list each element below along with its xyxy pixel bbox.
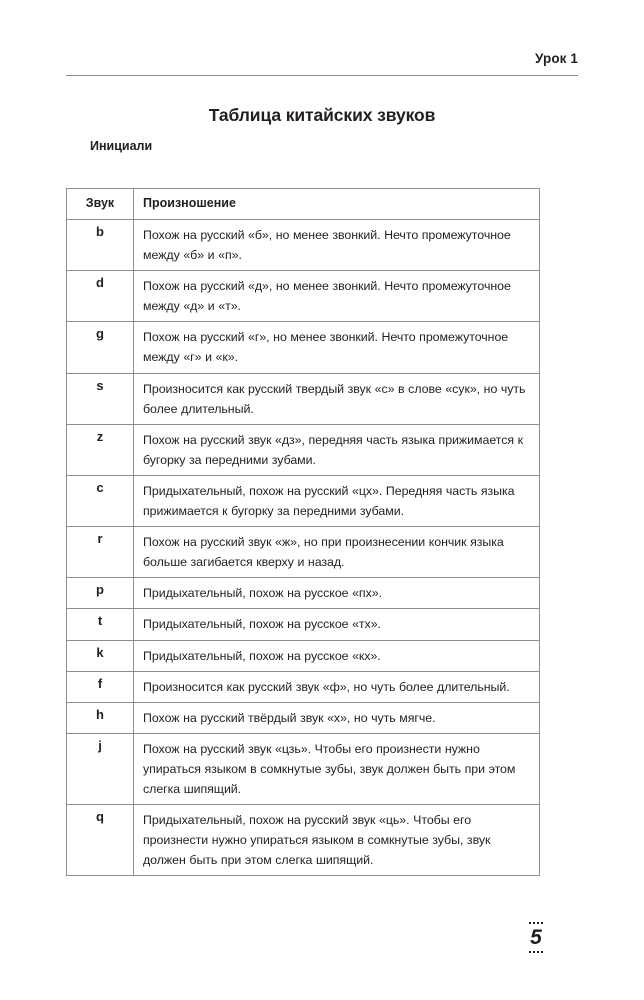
table-row <box>67 220 540 271</box>
table-row <box>67 578 540 609</box>
cell-sound: h <box>67 702 134 733</box>
cell-sound: k <box>67 640 134 671</box>
table-row <box>67 733 540 804</box>
cell-pronunciation: Придыхательный, похож на русский звук «ць». Чтобы его произнести нужно упираться языком в сомкнутые зубы, звук должен быть при этом слегка шипящий. <box>134 805 540 876</box>
page-number: 5 <box>530 926 542 949</box>
cell-sound: s <box>67 373 134 424</box>
folio-rule-bottom-icon <box>529 951 544 953</box>
table-head <box>67 189 540 220</box>
table-row <box>67 702 540 733</box>
table-row <box>67 671 540 702</box>
cell-sound: z <box>67 424 134 475</box>
cell-pronunciation: Похож на русский «д», но менее звонкий. Нечто промежуточное между «д» и «т». <box>134 271 540 322</box>
cell-sound: q <box>67 805 134 876</box>
cell-sound: g <box>67 322 134 373</box>
table-row <box>67 475 540 526</box>
cell-pronunciation: Придыхательный, похож на русский «цх». Передняя часть языка прижимается к бугорку за передними зубами. <box>134 475 540 526</box>
table-row <box>67 271 540 322</box>
cell-sound: t <box>67 609 134 640</box>
cell-pronunciation: Произносится как русский твердый звук «с» в слове «сук», но чуть более длительный. <box>134 373 540 424</box>
cell-pronunciation: Похож на русский звук «цзь». Чтобы его произнести нужно упираться языком в сомкнутые зубы, звук должен быть при этом слегка шипящий. <box>134 733 540 804</box>
cell-pronunciation: Похож на русский «б», но менее звонкий. Нечто промежуточное между «б» и «п». <box>134 220 540 271</box>
cell-pronunciation: Похож на русский звук «дз», передняя часть языка прижимается к бугорку за передними зубами. <box>134 424 540 475</box>
cell-pronunciation: Произносится как русский звук «ф», но чуть более длительный. <box>134 671 540 702</box>
sounds-table <box>66 188 540 876</box>
column-header-sound: Звук <box>67 189 134 220</box>
cell-sound: f <box>67 671 134 702</box>
cell-sound: p <box>67 578 134 609</box>
page-title: Таблица китайских звуков <box>208 104 436 125</box>
cell-pronunciation: Похож на русский твёрдый звук «х», но чуть мягче. <box>134 702 540 733</box>
table-row <box>67 640 540 671</box>
cell-pronunciation: Похож на русский «г», но менее звонкий. Нечто промежуточное между «г» и «к». <box>134 322 540 373</box>
table-row <box>67 322 540 373</box>
table-row <box>67 805 540 876</box>
cell-sound: b <box>67 220 134 271</box>
cell-pronunciation: Придыхательный, похож на русское «кх». <box>134 640 540 671</box>
cell-pronunciation: Похож на русский звук «ж», но при произнесении кончик языка больше загибается кверху и назад. <box>134 527 540 578</box>
table-row <box>67 609 540 640</box>
section-label: Инициали <box>90 139 153 153</box>
table-row <box>67 373 540 424</box>
header-divider <box>66 75 578 76</box>
table-row <box>67 424 540 475</box>
table-body <box>67 220 540 876</box>
cell-sound: j <box>67 733 134 804</box>
cell-pronunciation: Придыхательный, похож на русское «тх». <box>134 609 540 640</box>
cell-sound: d <box>67 271 134 322</box>
folio-rule-top-icon <box>529 922 544 924</box>
running-head: Урок 1 <box>535 51 578 66</box>
cell-pronunciation: Придыхательный, похож на русское «пх». <box>134 578 540 609</box>
cell-sound: r <box>67 527 134 578</box>
table-row <box>67 527 540 578</box>
column-header-pronunciation: Произношение <box>134 189 540 220</box>
cell-sound: c <box>67 475 134 526</box>
table-header-row <box>67 189 540 220</box>
page-folio <box>516 922 556 953</box>
